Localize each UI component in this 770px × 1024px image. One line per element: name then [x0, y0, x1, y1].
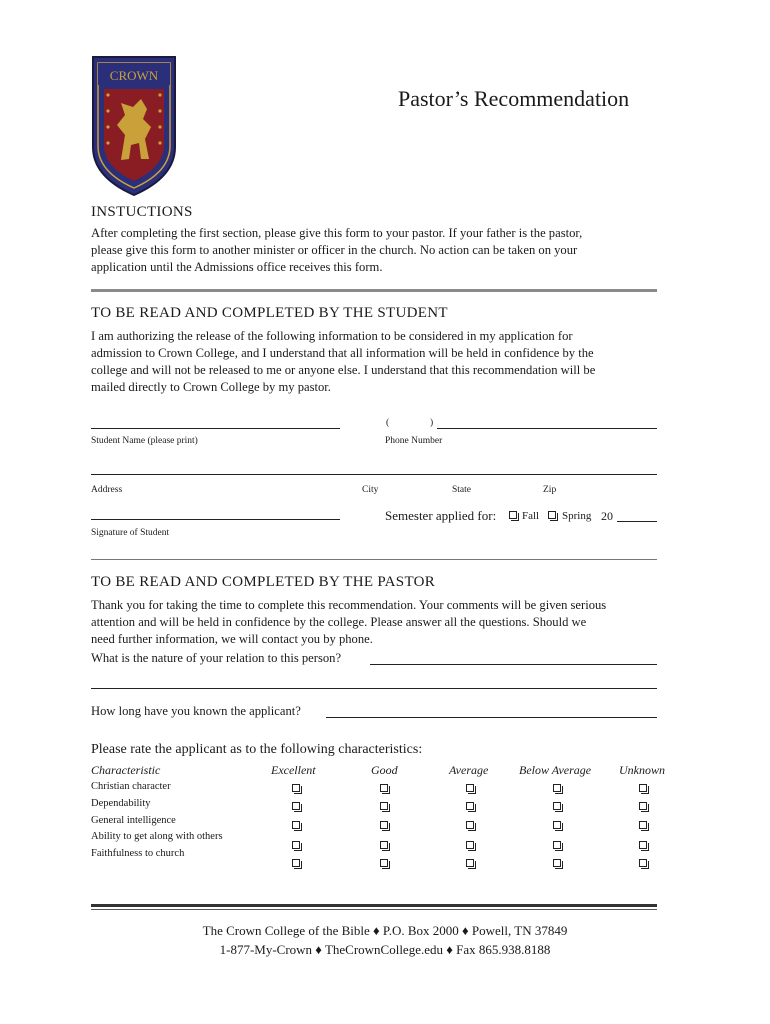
rating-checkbox-unknown[interactable] [639, 821, 647, 829]
rating-checkbox-below-average[interactable] [553, 841, 561, 849]
footer-address: The Crown College of the Bible ♦ P.O. Box 2000 ♦ Powell, TN 37849 [202, 923, 568, 938]
rating-checkbox-good[interactable] [380, 784, 388, 792]
rating-checkbox-good[interactable] [380, 841, 388, 849]
section-divider-thin [91, 559, 657, 560]
pastor-text-line: attention and will be held in confidence by the college. Please answer all the questions. Should we [91, 615, 587, 629]
rating-checkbox-good[interactable] [380, 859, 388, 867]
how-long-answer-field[interactable] [326, 717, 657, 718]
rating-checkbox-unknown[interactable] [639, 802, 647, 810]
characteristic-label: Dependability [91, 798, 151, 809]
rating-checkbox-excellent[interactable] [292, 841, 300, 849]
address-field[interactable] [91, 474, 657, 475]
rating-checkbox-average[interactable] [466, 859, 474, 867]
col-excellent: Excellent [271, 763, 316, 777]
rating-checkbox-unknown[interactable] [639, 859, 647, 867]
spring-checkbox[interactable] [548, 511, 556, 519]
rating-checkbox-average[interactable] [466, 821, 474, 829]
fall-checkbox[interactable] [509, 511, 517, 519]
relation-question: What is the nature of your relation to this person? [91, 651, 342, 665]
col-unknown: Unknown [619, 763, 665, 777]
rating-checkbox-average[interactable] [466, 841, 474, 849]
footer-rule-thin [91, 909, 657, 910]
fall-label: Fall [522, 510, 540, 522]
rating-checkbox-below-average[interactable] [553, 802, 561, 810]
instructions-line: please give this form to another minister or officer in the church. No action can be taken on your [91, 243, 578, 257]
student-text-line: mailed directly to Crown College by my pastor. [91, 380, 331, 394]
phone-number-label: Phone Number [385, 436, 443, 446]
zip-label: Zip [543, 485, 557, 495]
semester-year-field[interactable] [617, 521, 657, 522]
section-divider [91, 289, 657, 292]
col-average: Average [449, 763, 489, 777]
rating-checkbox-below-average[interactable] [553, 821, 561, 829]
characteristic-label: General intelligence [91, 815, 176, 826]
instructions-line: After completing the first section, please give this form to your pastor. If your father is the pastor, [91, 226, 583, 240]
address-label: Address [91, 485, 123, 495]
col-characteristic: Characteristic [91, 763, 161, 777]
semester-label: Semester applied for: [385, 508, 497, 523]
student-name-field[interactable] [91, 428, 340, 429]
student-text-line: admission to Crown College, and I understand that all information will be held in confidence by the [91, 346, 594, 360]
page-title: Pastor’s Recommendation [398, 86, 630, 111]
pastor-intro-text [91, 597, 663, 648]
phone-paren-close: ) [430, 418, 434, 428]
pastor-text-line: need further information, we will contact you by phone. [91, 632, 373, 646]
semester-selector [385, 507, 660, 525]
characteristic-label: Christian character [91, 781, 171, 792]
year-prefix: 20 [601, 509, 613, 523]
rating-checkbox-average[interactable] [466, 784, 474, 792]
rating-checkbox-unknown[interactable] [639, 841, 647, 849]
signature-label: Signature of Student [91, 528, 170, 538]
student-authorization-text [91, 328, 663, 396]
rating-checkbox-excellent[interactable] [292, 821, 300, 829]
relation-answer-field[interactable] [370, 664, 657, 665]
college-crest-logo [91, 55, 177, 197]
pastor-section-heading: TO BE READ AND COMPLETED BY THE PASTOR [91, 574, 436, 590]
rating-checkbox-excellent[interactable] [292, 784, 300, 792]
rating-checkbox-excellent[interactable] [292, 859, 300, 867]
instructions-line: application until the Admissions office receives this form. [91, 260, 383, 274]
city-label: City [362, 485, 379, 495]
rating-checkbox-below-average[interactable] [553, 784, 561, 792]
rating-checkbox-excellent[interactable] [292, 802, 300, 810]
student-text-line: college and will not be released to me or anyone else. I understand that this recommendation will be [91, 363, 596, 377]
relation-answer-field-2[interactable] [91, 688, 657, 689]
footer-contact: 1-877-My-Crown ♦ TheCrownCollege.edu ♦ Fax 865.938.8188 [219, 942, 551, 957]
rating-checkbox-good[interactable] [380, 821, 388, 829]
rating-checkbox-average[interactable] [466, 802, 474, 810]
col-good: Good [371, 763, 398, 777]
rating-checkbox-below-average[interactable] [553, 859, 561, 867]
spring-label: Spring [562, 510, 592, 522]
characteristic-label: Faithfulness to church [91, 848, 185, 859]
how-long-question: How long have you known the applicant? [91, 704, 301, 718]
student-text-line: I am authorizing the release of the following information to be considered in my application for [91, 329, 573, 343]
characteristic-label: Ability to get along with others [91, 831, 223, 842]
state-label: State [452, 485, 471, 495]
student-signature-field[interactable] [91, 519, 340, 520]
phone-number-field[interactable] [437, 428, 657, 429]
crest-wordmark: CROWN [109, 68, 159, 83]
rating-checkbox-unknown[interactable] [639, 784, 647, 792]
instructions-text [91, 225, 663, 276]
rating-prompt: Please rate the applicant as to the following characteristics: [91, 742, 423, 757]
footer-rule-thick [91, 904, 657, 907]
student-section-heading: TO BE READ AND COMPLETED BY THE STUDENT [91, 305, 448, 321]
pastor-text-line: Thank you for taking the time to complete this recommendation. Your comments will be given serious [91, 598, 607, 612]
col-below-average: Below Average [519, 763, 592, 777]
rating-checkbox-good[interactable] [380, 802, 388, 810]
instructions-heading: INSTUCTIONS [91, 204, 193, 220]
student-name-label: Student Name (please print) [91, 436, 198, 446]
phone-paren-open: ( [386, 418, 390, 428]
